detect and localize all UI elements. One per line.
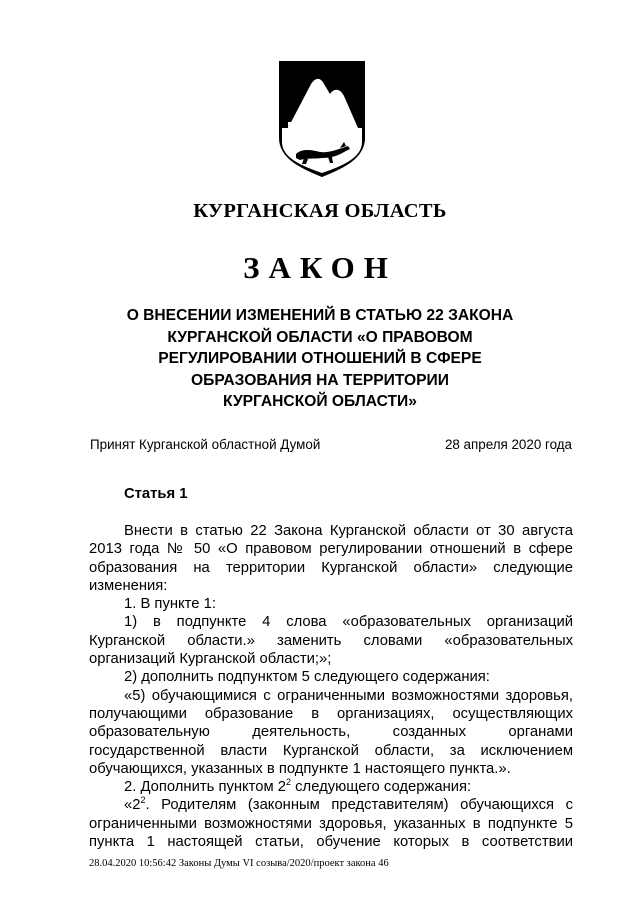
document-type: ЗАКОН xyxy=(243,250,397,285)
region-name: КУРГАНСКАЯ ОБЛАСТЬ xyxy=(193,200,447,222)
law-title-line: РЕГУЛИРОВАНИИ ОТНОШЕНИЙ В СФЕРЕ xyxy=(158,350,482,368)
page-footer: 28.04.2020 10:56:42 Законы Думы VI созыва/2020/проект закона 46 xyxy=(89,858,389,869)
article-point-1: 1. В пункте 1: xyxy=(124,596,216,613)
point-2-text: 2. Дополнить пунктом 2 xyxy=(124,779,287,796)
adopted-by: Принят Курганской областной Думой xyxy=(90,437,321,452)
article-subpoint-1-2: 2) дополнить подпунктом 5 следующего содержания: xyxy=(124,669,490,686)
law-title xyxy=(100,305,540,413)
article-heading: Статья 1 xyxy=(124,486,188,502)
law-title-line: О ВНЕСЕНИИ ИЗМЕНЕНИЙ В СТАТЬЮ 22 ЗАКОНА xyxy=(126,307,514,324)
point-2-text-tail: следующего содержания: xyxy=(291,779,472,796)
superscript: 2 xyxy=(140,795,146,806)
adoption-date: 28 апреля 2020 года xyxy=(444,437,572,452)
article-intro-paragraph: Внести в статью 22 Закона Курганской области от 30 августа 2013 года № 50 «О правовом регулировании отношений в сфере образования на территории Курганской области» следующие изменения: xyxy=(89,523,573,594)
article-subpoint-1-1: 1) в подпункте 4 слова «образовательных организаций Курганской области.» заменить словами «образовательных организаций Курганской области;»; xyxy=(89,614,573,668)
superscript: 2 xyxy=(286,777,292,788)
coat-of-arms-icon xyxy=(278,60,366,178)
article-subpoint-1-2-text: «5) обучающимися с ограниченными возможностями здоровья, получающими образование в организациях, осуществляющих образовательную деятельность, созданных органами государственной власти Курганской области, за исключением обучающихся, указанных в подпункте 1 настоящего пункта.». xyxy=(89,687,573,777)
law-title-line: ОБРАЗОВАНИЯ НА ТЕРРИТОРИИ xyxy=(191,371,449,389)
article-point-2 xyxy=(89,778,573,796)
point-2-quote-text: . Родителям (законным представителям) обучающихся с ограниченными возможностями здоровья, указанных в подпункте 5 пункта 1 настоящей статьи, обучение которых в соответствии xyxy=(89,797,573,851)
article-point-2-text xyxy=(89,796,573,851)
law-title-line: КУРГАНСКОЙ ОБЛАСТИ» xyxy=(223,393,417,411)
article-body xyxy=(89,522,573,851)
law-title-line: КУРГАНСКОЙ ОБЛАСТИ «О ПРАВОВОМ xyxy=(167,328,473,346)
point-2-quote-start: «2 xyxy=(124,797,141,814)
